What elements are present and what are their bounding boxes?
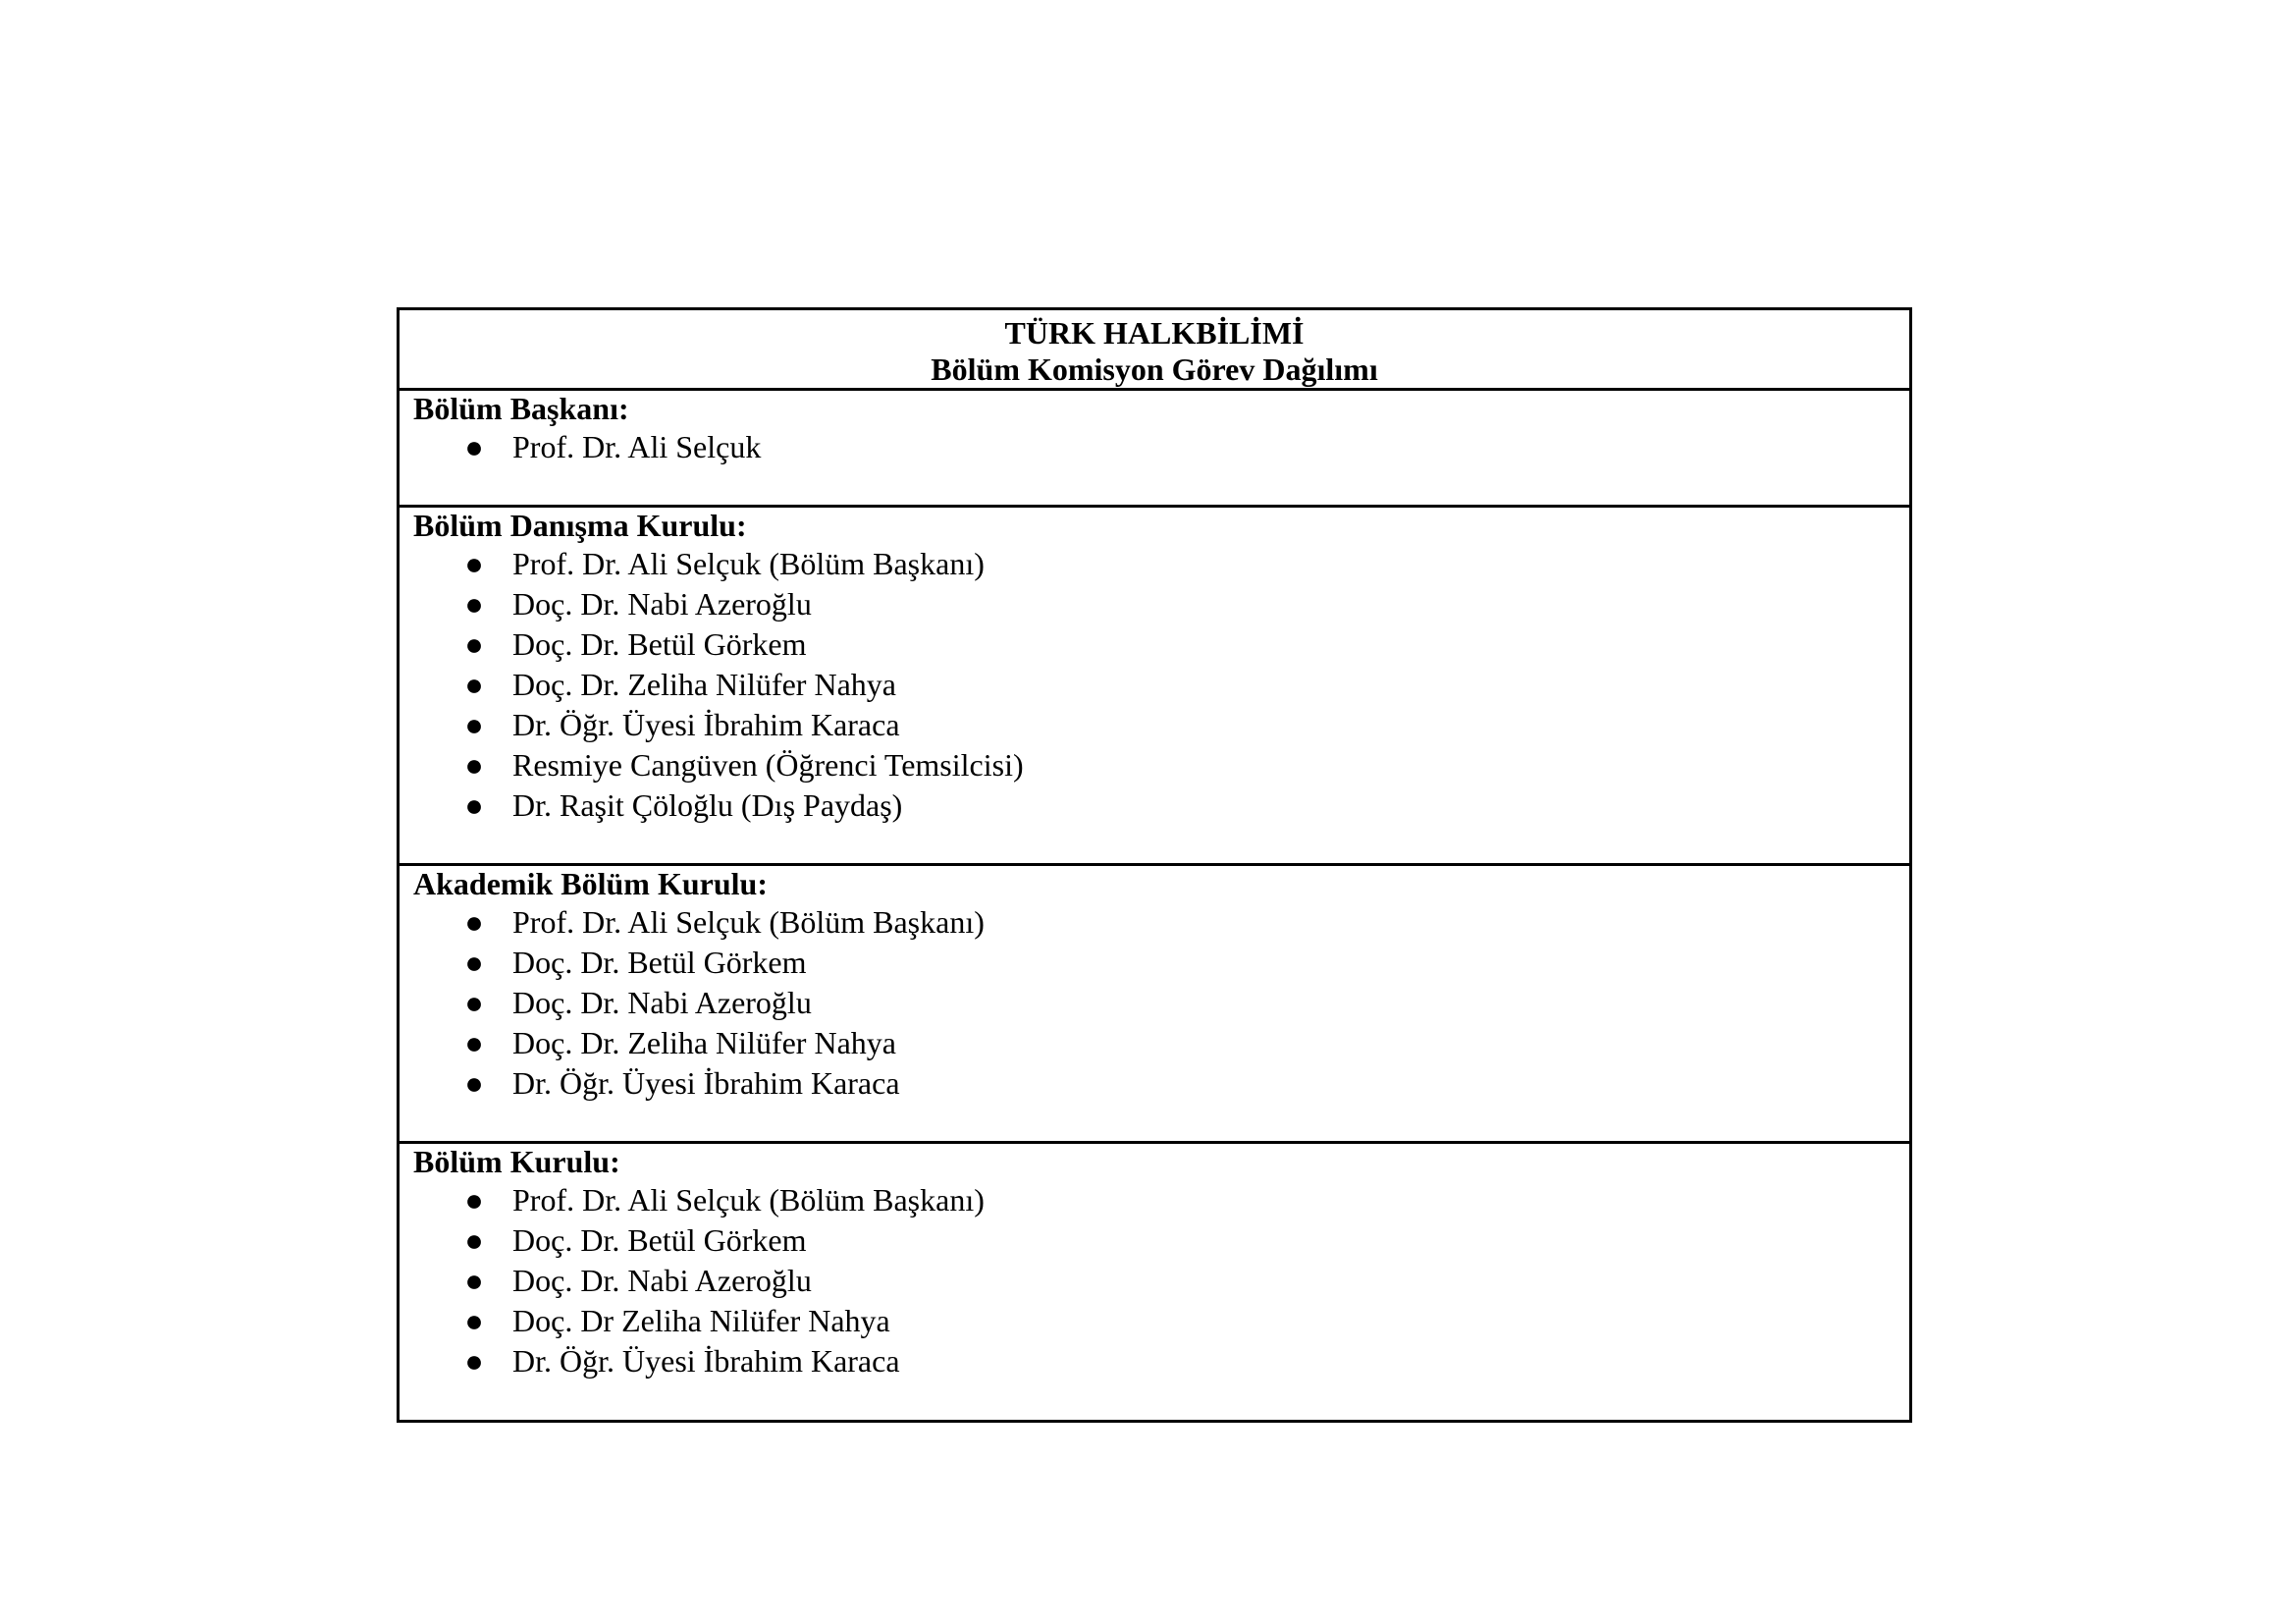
list-item xyxy=(400,1063,1909,1104)
table-header-row xyxy=(399,309,1911,390)
member-name: Doç. Dr. Zeliha Nilüfer Nahya xyxy=(512,667,896,702)
section-row-department-board xyxy=(399,1143,1911,1422)
list-item xyxy=(400,785,1909,826)
bullet-icon: ● xyxy=(464,707,484,742)
member-name: Doç. Dr. Nabi Azeroğlu xyxy=(512,586,812,622)
section-heading: Bölüm Kurulu: xyxy=(413,1144,620,1179)
bullet-icon: ● xyxy=(464,1065,484,1101)
list-item xyxy=(400,427,1909,467)
member-name: Doç. Dr. Nabi Azeroğlu xyxy=(512,985,812,1020)
list-item xyxy=(400,584,1909,624)
member-name: Doç. Dr. Betül Görkem xyxy=(512,1222,807,1258)
list-item xyxy=(400,665,1909,705)
section-cell-department-head xyxy=(399,390,1911,507)
bullet-icon: ● xyxy=(464,945,484,980)
bullet-icon: ● xyxy=(464,1182,484,1218)
bullet-icon: ● xyxy=(464,546,484,581)
list-item xyxy=(400,544,1909,584)
member-name: Prof. Dr. Ali Selçuk (Bölüm Başkanı) xyxy=(512,904,985,940)
list-item xyxy=(400,1341,1909,1381)
member-list xyxy=(400,427,1909,467)
bullet-icon: ● xyxy=(464,904,484,940)
section-cell-advisory-board xyxy=(399,507,1911,865)
list-item xyxy=(400,624,1909,665)
member-name: Doç. Dr. Betül Görkem xyxy=(512,945,807,980)
section-heading: Bölüm Başkanı: xyxy=(413,391,629,426)
list-item xyxy=(400,983,1909,1023)
member-name: Doç. Dr. Nabi Azeroğlu xyxy=(512,1263,812,1298)
member-name: Doç. Dr Zeliha Nilüfer Nahya xyxy=(512,1303,890,1338)
member-list xyxy=(400,902,1909,1104)
section-cell-department-board xyxy=(399,1143,1911,1422)
list-item xyxy=(400,1301,1909,1341)
section-heading: Bölüm Danışma Kurulu: xyxy=(413,508,747,543)
list-item xyxy=(400,902,1909,943)
list-item xyxy=(400,1220,1909,1261)
bullet-icon: ● xyxy=(464,1343,484,1379)
bullet-icon: ● xyxy=(464,667,484,702)
bullet-icon: ● xyxy=(464,1263,484,1298)
bullet-icon: ● xyxy=(464,1303,484,1338)
bullet-icon: ● xyxy=(464,985,484,1020)
member-name: Prof. Dr. Ali Selçuk (Bölüm Başkanı) xyxy=(512,546,985,581)
member-name: Prof. Dr. Ali Selçuk xyxy=(512,429,762,464)
commission-table xyxy=(397,307,1912,1423)
member-name: Dr. Öğr. Üyesi İbrahim Karaca xyxy=(512,1343,900,1379)
bullet-icon: ● xyxy=(464,747,484,783)
section-cell-academic-board xyxy=(399,865,1911,1143)
bullet-icon: ● xyxy=(464,1222,484,1258)
bullet-icon: ● xyxy=(464,429,484,464)
member-name: Dr. Öğr. Üyesi İbrahim Karaca xyxy=(512,707,900,742)
member-name: Dr. Öğr. Üyesi İbrahim Karaca xyxy=(512,1065,900,1101)
list-item xyxy=(400,943,1909,983)
bullet-icon: ● xyxy=(464,787,484,823)
section-heading: Akademik Bölüm Kurulu: xyxy=(413,866,768,901)
list-item xyxy=(400,1023,1909,1063)
section-row-academic-board xyxy=(399,865,1911,1143)
list-item xyxy=(400,705,1909,745)
member-list xyxy=(400,544,1909,826)
bullet-icon: ● xyxy=(464,1025,484,1060)
member-name: Prof. Dr. Ali Selçuk (Bölüm Başkanı) xyxy=(512,1182,985,1218)
bullet-icon: ● xyxy=(464,586,484,622)
document-title: TÜRK HALKBİLİMİ xyxy=(1004,315,1305,351)
list-item xyxy=(400,1180,1909,1220)
table-header-cell xyxy=(399,309,1911,390)
member-name: Doç. Dr. Betül Görkem xyxy=(512,626,807,662)
bullet-icon: ● xyxy=(464,626,484,662)
list-item xyxy=(400,745,1909,785)
section-row-department-head xyxy=(399,390,1911,507)
section-row-advisory-board xyxy=(399,507,1911,865)
list-item xyxy=(400,1261,1909,1301)
member-name: Resmiye Cangüven (Öğrenci Temsilcisi) xyxy=(512,747,1024,783)
member-name: Doç. Dr. Zeliha Nilüfer Nahya xyxy=(512,1025,896,1060)
member-name: Dr. Raşit Çöloğlu (Dış Paydaş) xyxy=(512,787,903,823)
member-list xyxy=(400,1180,1909,1381)
document-subtitle: Bölüm Komisyon Görev Dağılımı xyxy=(931,352,1378,387)
